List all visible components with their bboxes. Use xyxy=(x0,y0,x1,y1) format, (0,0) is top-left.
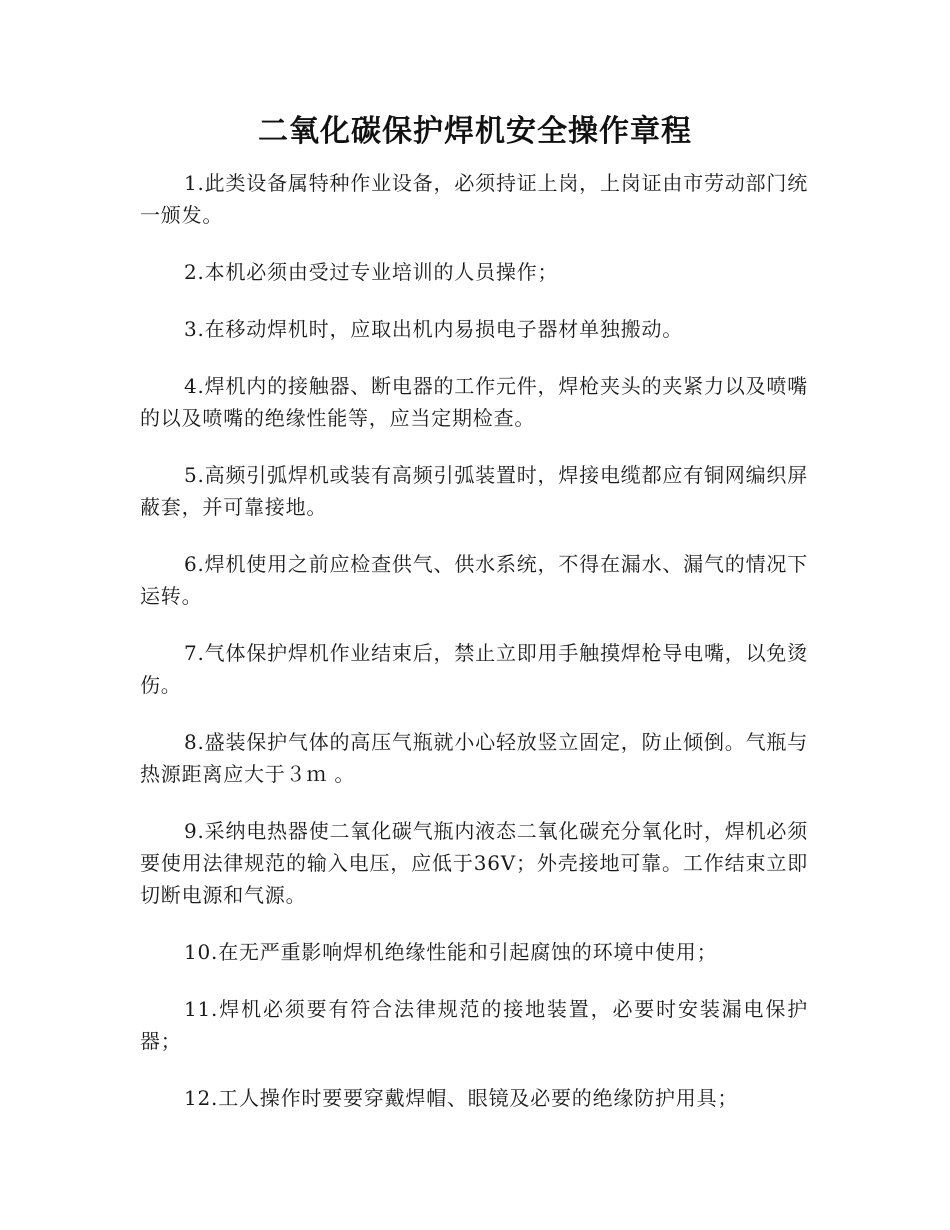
paragraph-2: 2.本机必须由受过专业培训的人员操作； xyxy=(184,260,559,284)
paragraph-10: 10.在无严重影响焊机绝缘性能和引起腐蚀的环境中使用； xyxy=(184,940,718,964)
document-body xyxy=(140,167,808,1139)
paragraph-4: 4.焊机内的接触器、断电器的工作元件，焊枪夹头的夹紧力以及喷嘴的以及喷嘴的绝缘性能等，应当定期检查。 xyxy=(140,374,808,430)
paragraph-6: 6.焊机使用之前应检查供气、供水系统，不得在漏水、漏气的情况下运转。 xyxy=(140,552,808,608)
paragraph-12: 12.工人操作时要要穿戴焊帽、眼镜及必要的绝缘防护用具； xyxy=(184,1086,739,1110)
paragraph-1: 1.此类设备属特种作业设备，必须持证上岗，上岗证由市劳动部门统一颁发。 xyxy=(140,171,808,227)
paragraph-3: 3.在移动焊机时，应取出机内易损电子器材单独搬动。 xyxy=(184,317,684,341)
paragraph-7: 7.气体保护焊机作业结束后，禁止立即用手触摸焊枪导电嘴，以免烫伤。 xyxy=(140,641,808,697)
paragraph-11: 11.焊机必须要有符合法律规范的接地装置，必要时安装漏电保护器； xyxy=(140,997,808,1053)
document-title: 二氧化碳保护焊机安全操作章程 xyxy=(258,114,692,149)
paragraph-8: 8.盛装保护气体的高压气瓶就小心轻放竖立固定，防止倾倒。气瓶与热源距离应大于３ｍ 。 xyxy=(140,730,808,786)
paragraph-5: 5.高频引弧焊机或装有高频引弧装置时，焊接电缆都应有铜网编织屏蔽套，并可靠接地。 xyxy=(140,463,808,519)
paragraph-9: 9.采纳电热器使二氧化碳气瓶内液态二氧化碳充分氧化时，焊机必须要使用法律规范的输入电压，应低于36V；外壳接地可靠。工作结束立即切断电源和气源。 xyxy=(140,819,808,907)
